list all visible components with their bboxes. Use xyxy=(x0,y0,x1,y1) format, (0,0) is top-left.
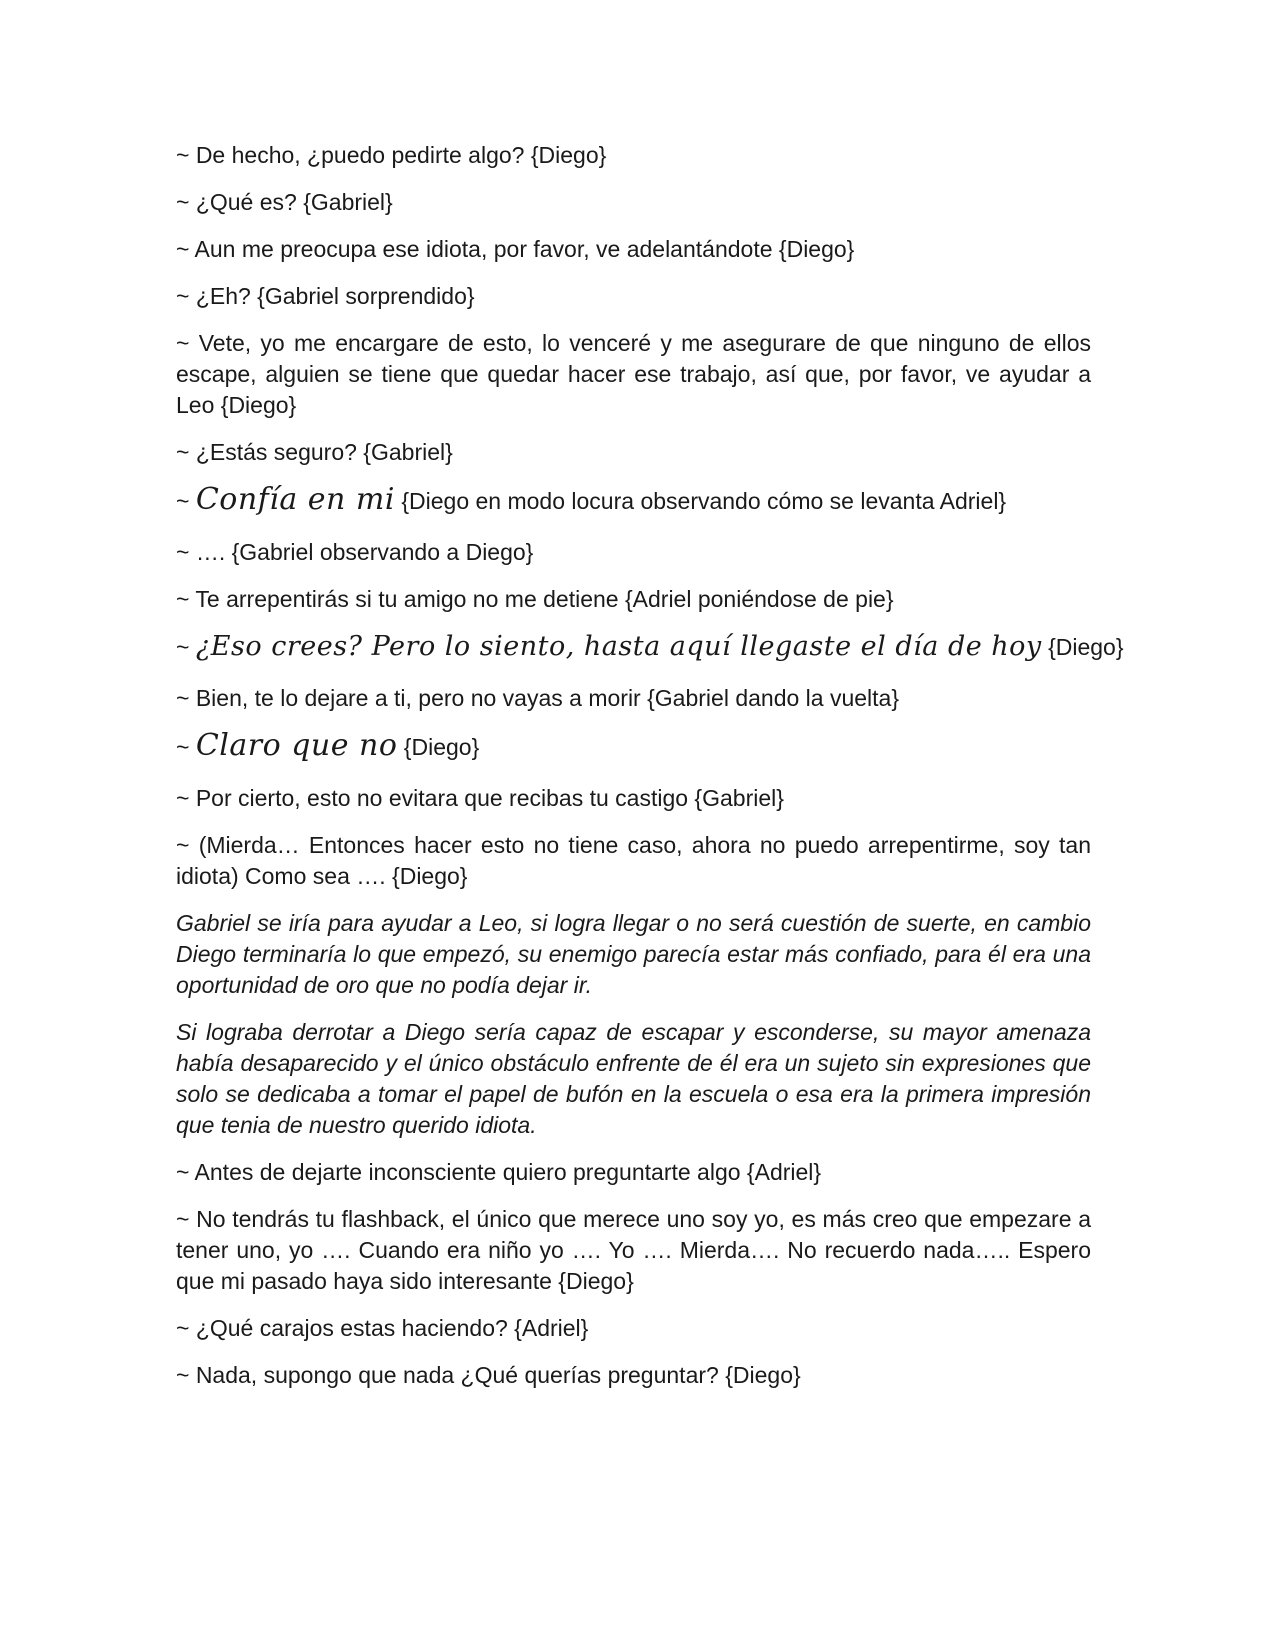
narration-paragraph: Gabriel se iría para ayudar a Leo, si logra llegar o no será cuestión de suerte, en cambio Diego terminaría lo que empezó, su enemigo parecía estar más confiado, para él era una oportunidad de oro que no podía dejar ir. xyxy=(176,910,1091,998)
dialogue-line: ~ Nada, supongo que nada ¿Qué querías preguntar? {Diego} xyxy=(176,1362,801,1388)
dialogue-line-stylized xyxy=(176,730,1091,763)
dialogue-line: ~ Vete, yo me encargare de esto, lo venceré y me asegurare de que ninguno de ellos escape, alguien se tiene que quedar hacer ese trabajo, así que, por favor, ve ayudar a Leo {Diego} xyxy=(176,330,1091,418)
dialogue-prefix: ~ xyxy=(176,488,196,514)
stylized-speech: Claro que no xyxy=(195,728,398,763)
dialogue-line: ~ Por cierto, esto no evitara que recibas tu castigo {Gabriel} xyxy=(176,785,784,811)
dialogue-speaker: {Diego en modo locura observando cómo se levanta Adriel} xyxy=(394,488,1007,514)
document-body xyxy=(176,140,1124,1407)
dialogue-line: ~ Bien, te lo dejare a ti, pero no vayas a morir {Gabriel dando la vuelta} xyxy=(176,685,900,711)
stylized-speech: Confía en mi xyxy=(195,482,395,517)
dialogue-line: ~ ¿Eh? {Gabriel sorprendido} xyxy=(176,283,475,309)
dialogue-line: ~ …. {Gabriel observando a Diego} xyxy=(176,539,534,565)
dialogue-line: ~ Aun me preocupa ese idiota, por favor, ve adelantándote {Diego} xyxy=(176,236,855,262)
narration-paragraph: Si lograba derrotar a Diego sería capaz de escapar y esconderse, su mayor amenaza había desaparecido y el único obstáculo enfrente de él era un sujeto sin expresiones que solo se dedicaba a tomar el papel de bufón en la escuela o esa era la primera impresión que tenia de nuestro querido idiota. xyxy=(176,1019,1091,1138)
dialogue-line: ~ ¿Estás seguro? {Gabriel} xyxy=(176,439,453,465)
dialogue-line: ~ ¿Qué carajos estas haciendo? {Adriel} xyxy=(176,1315,589,1341)
dialogue-speaker: {Diego} xyxy=(397,734,480,760)
stylized-speech: ¿Eso crees? Pero lo siento, hasta aquí llegaste el día de hoy xyxy=(195,631,1042,662)
dialogue-line: ~ De hecho, ¿puedo pedirte algo? {Diego} xyxy=(176,142,607,168)
dialogue-line: ~ (Mierda… Entonces hacer esto no tiene caso, ahora no puedo arrepentirme, soy tan idiota) Como sea …. {Diego} xyxy=(176,832,1091,889)
dialogue-line: ~ ¿Qué es? {Gabriel} xyxy=(176,189,393,215)
dialogue-prefix: ~ xyxy=(176,734,196,760)
dialogue-prefix: ~ xyxy=(176,634,196,660)
dialogue-speaker: {Diego} xyxy=(1041,634,1124,660)
dialogue-line-stylized xyxy=(176,484,1091,517)
dialogue-line-stylized xyxy=(176,631,1124,663)
dialogue-line: ~ Antes de dejarte inconsciente quiero preguntarte algo {Adriel} xyxy=(176,1159,822,1185)
dialogue-line: ~ Te arrepentirás si tu amigo no me detiene {Adriel poniéndose de pie} xyxy=(176,586,894,612)
dialogue-line: ~ No tendrás tu flashback, el único que merece uno soy yo, es más creo que empezare a tener uno, yo …. Cuando era niño yo …. Yo …. Mierda…. No recuerdo nada….. Espero que mi pasado haya sido interesante {Diego} xyxy=(176,1206,1091,1294)
